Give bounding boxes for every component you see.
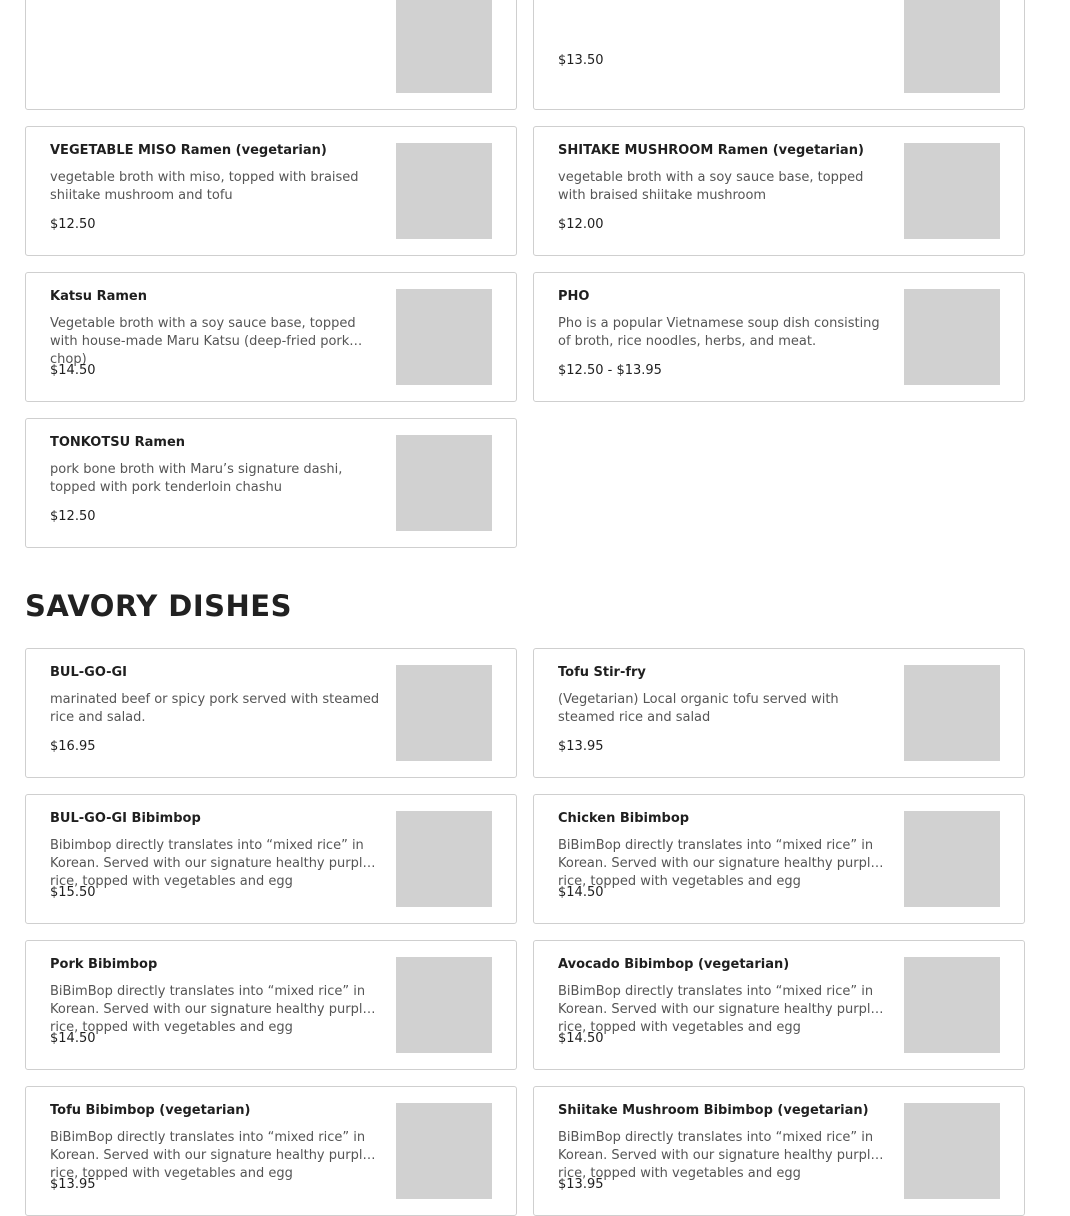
menu-item-name: Shiitake Mushroom Bibimbop (vegetarian) bbox=[558, 1103, 869, 1118]
menu-item-name: Pork Bibimbop bbox=[50, 957, 158, 972]
menu-item-name: PHO bbox=[558, 289, 590, 304]
menu-item-card[interactable] bbox=[25, 272, 517, 402]
menu-item-name: Tofu Bibimbop (vegetarian) bbox=[50, 1103, 251, 1118]
menu-item-name: Avocado Bibimbop (vegetarian) bbox=[558, 957, 790, 972]
menu-item-price: $14.50 bbox=[558, 1031, 604, 1046]
menu-item-info bbox=[50, 810, 380, 901]
menu-item-info bbox=[558, 288, 888, 379]
menu-item-price: $12.00 bbox=[558, 217, 604, 232]
menu-item-name: VEGETABLE MISO Ramen (vegetarian) bbox=[50, 143, 327, 158]
menu-item-info bbox=[50, 288, 380, 379]
menu-item-description: BiBimBop directly translates into “mixed rice” in Korean. Served with our signature healthy purple rice, topped with vegetables and egg bbox=[558, 838, 879, 889]
menu-item-description: Pho is a popular Vietnamese soup dish consisting of broth, rice noodles, herbs, and meat. bbox=[558, 316, 880, 349]
menu-item-image bbox=[904, 143, 1000, 239]
menu-item-image bbox=[904, 811, 1000, 907]
menu-item-info bbox=[50, 0, 380, 53]
ramen-grid bbox=[25, 0, 1025, 548]
menu-item-image bbox=[396, 143, 492, 239]
menu-item-price: $12.50 bbox=[50, 509, 96, 524]
menu-item-image bbox=[396, 289, 492, 385]
menu-item-description: Bibimbop directly translates into “mixed rice” in Korean. Served with our signature healthy purple rice, topped with vegetables and egg bbox=[50, 838, 371, 889]
menu-item-card[interactable] bbox=[25, 940, 517, 1070]
menu-item-image bbox=[396, 1103, 492, 1199]
menu-item-description bbox=[50, 5, 380, 41]
menu-item-description bbox=[558, 5, 888, 41]
menu-item-price: $15.50 bbox=[50, 885, 96, 900]
menu-item-price: $16.95 bbox=[50, 739, 96, 754]
menu-item-image bbox=[904, 289, 1000, 385]
menu-item-info bbox=[558, 664, 888, 755]
menu-item-description: vegetable broth with a soy sauce base, topped with braised shiitake mushroom bbox=[558, 170, 864, 203]
menu-item-name: TONKOTSU Ramen bbox=[50, 435, 186, 450]
menu-item-price: $14.50 bbox=[50, 1031, 96, 1046]
menu-item-image bbox=[396, 0, 492, 93]
menu-item-info bbox=[558, 0, 888, 69]
menu-item-card[interactable] bbox=[25, 648, 517, 778]
menu-item-image bbox=[396, 665, 492, 761]
menu-item-card[interactable] bbox=[25, 794, 517, 924]
menu-item-name: Tofu Stir-fry bbox=[558, 665, 646, 680]
savory-grid bbox=[25, 648, 1025, 1216]
menu-item-card[interactable] bbox=[533, 126, 1025, 256]
menu-item-name: BUL-GO-GI Bibimbop bbox=[50, 811, 201, 826]
menu-item-info bbox=[558, 1102, 888, 1193]
menu-item-info bbox=[558, 956, 888, 1047]
menu-item-image bbox=[904, 1103, 1000, 1199]
menu-item-info bbox=[558, 142, 888, 233]
menu-item-description: Vegetable broth with a soy sauce base, topped with house-made Maru Katsu (deep-fried pork chop) bbox=[50, 316, 356, 367]
menu-item-image bbox=[396, 435, 492, 531]
menu-item-name: BUL-GO-GI bbox=[50, 665, 128, 680]
menu-item-info bbox=[50, 956, 380, 1047]
menu-item-image bbox=[904, 957, 1000, 1053]
menu-item-card[interactable] bbox=[25, 126, 517, 256]
menu-item-price: $13.95 bbox=[558, 1177, 604, 1192]
menu-item-image bbox=[396, 811, 492, 907]
menu-item-description: BiBimBop directly translates into “mixed rice” in Korean. Served with our signature healthy purple rice, topped with vegetables and egg bbox=[558, 1130, 879, 1181]
menu-item-card[interactable] bbox=[533, 1086, 1025, 1216]
menu-item-info bbox=[50, 1102, 380, 1193]
menu-item-card[interactable] bbox=[25, 418, 517, 548]
menu-item-price: $13.95 bbox=[50, 1177, 96, 1192]
menu-item-name: Chicken Bibimbop bbox=[558, 811, 690, 826]
menu-item-price: $13.95 bbox=[558, 739, 604, 754]
menu-item-description: BiBimBop directly translates into “mixed rice” in Korean. Served with our signature healthy purple rice, topped with vegetables and egg bbox=[50, 1130, 371, 1181]
menu-item-card[interactable] bbox=[533, 940, 1025, 1070]
menu-item-description: vegetable broth with miso, topped with braised shiitake mushroom and tofu bbox=[50, 170, 359, 203]
menu-item-image bbox=[904, 0, 1000, 93]
menu-item-price: $12.50 - $13.95 bbox=[558, 363, 662, 378]
menu-item-description: (Vegetarian) Local organic tofu served with steamed rice and salad bbox=[558, 692, 839, 725]
menu-item-description: pork bone broth with Maru’s signature dashi, topped with pork tenderloin chashu bbox=[50, 462, 343, 495]
menu-item-price: $14.50 bbox=[50, 363, 96, 378]
menu-item-card[interactable] bbox=[533, 0, 1025, 110]
menu-item-price: $12.50 bbox=[50, 217, 96, 232]
menu-item-info bbox=[50, 664, 380, 755]
menu-item-card[interactable] bbox=[533, 272, 1025, 402]
menu-item-price: $14.50 bbox=[558, 885, 604, 900]
menu-item-info bbox=[50, 142, 380, 233]
section-title: SAVORY DISHES bbox=[25, 589, 293, 623]
menu-item-card[interactable] bbox=[25, 0, 517, 110]
menu-item-description: BiBimBop directly translates into “mixed rice” in Korean. Served with our signature healthy purple rice, topped with vegetables and egg bbox=[558, 984, 879, 1035]
menu-item-description: BiBimBop directly translates into “mixed rice” in Korean. Served with our signature healthy purple rice, topped with vegetables and egg bbox=[50, 984, 371, 1035]
menu-item-price: $13.50 bbox=[558, 53, 604, 68]
menu-item-image bbox=[904, 665, 1000, 761]
menu-item-card[interactable] bbox=[25, 1086, 517, 1216]
menu-item-description: marinated beef or spicy pork served with steamed rice and salad. bbox=[50, 692, 380, 725]
menu-item-card[interactable] bbox=[533, 648, 1025, 778]
menu-item-info bbox=[50, 434, 380, 525]
menu-item-name: SHITAKE MUSHROOM Ramen (vegetarian) bbox=[558, 143, 864, 158]
menu-item-card[interactable] bbox=[533, 794, 1025, 924]
menu-item-name: Katsu Ramen bbox=[50, 289, 147, 304]
menu-item-info bbox=[558, 810, 888, 901]
menu-item-image bbox=[396, 957, 492, 1053]
menu-page bbox=[25, 0, 1025, 1216]
